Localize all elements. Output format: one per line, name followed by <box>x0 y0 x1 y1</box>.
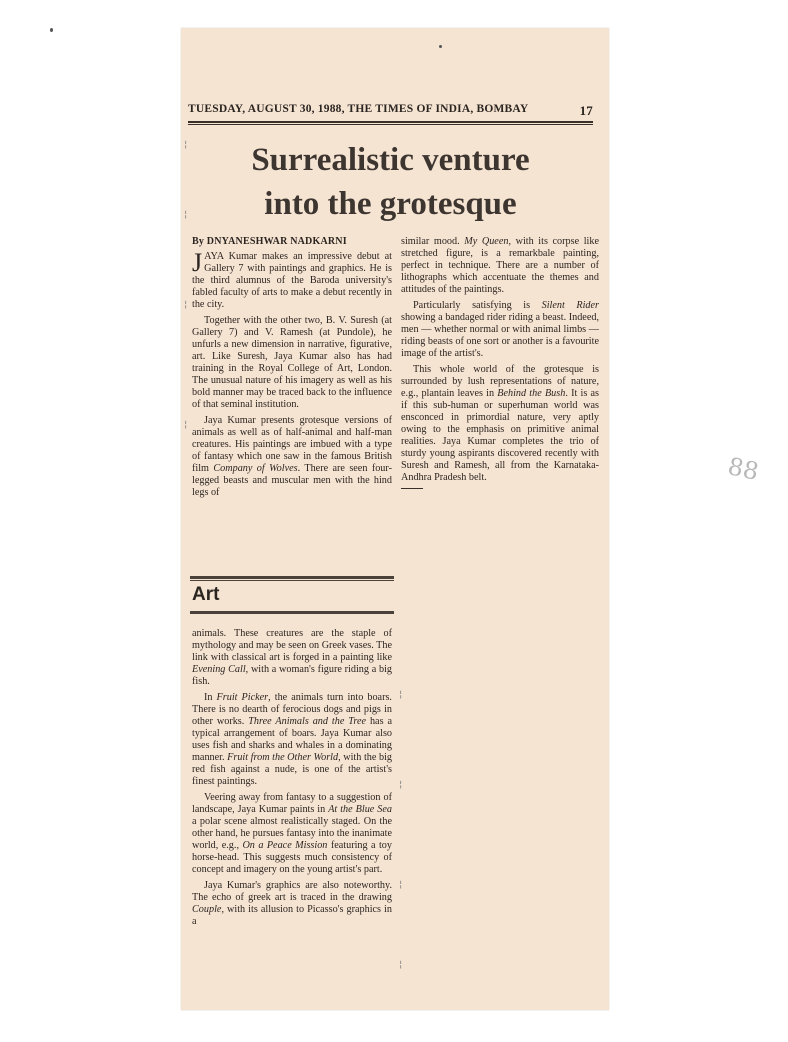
edge-mark: ¦ <box>183 140 189 150</box>
handwritten-annotation: 88 <box>725 452 762 486</box>
scan-speck <box>50 28 53 32</box>
section-label-box <box>190 576 394 614</box>
article-paragraph: Jaya Kumar's graphics are also noteworthy. The echo of greek art is traced in the drawing Couple, with its allusion to Picasso's graphics in a <box>192 880 392 927</box>
masthead-dateline: TUESDAY, AUGUST 30, 1988, THE TIMES OF INDIA, BOMBAY <box>188 103 529 115</box>
scan-speck <box>439 45 442 48</box>
headline-line-1: Surrealistic venture <box>251 142 530 178</box>
article-paragraph: Veering away from fantasy to a suggestion of landscape, Jaya Kumar paints in At the Blue Sea a polar scene almost realistically staged. On the other hand, he pursues fantasy into the inanimate world, e.g., On a Peace Mission featuring a toy horse-head. This suggests much consistency of concept and imagery on the young artist's part. <box>192 792 392 875</box>
article-paragraph: Particularly satisfying is Silent Rider showing a bandaged rider riding a beast. Indeed, men — whether normal or with animal limbs — riding beasts of one sort or another is a favourite image of the artist's. <box>401 300 599 359</box>
headline <box>188 138 593 226</box>
divider <box>190 611 394 614</box>
article-end-mark <box>401 488 423 489</box>
article-paragraph: animals. These creatures are the staple of mythology and may be seen on Greek vases. The link with classical art is forged in a painting like Evening Call, with a woman's figure riding a big fish. <box>192 628 392 687</box>
edge-mark: ¦ <box>398 690 404 700</box>
article-column-left-bottom <box>192 628 392 932</box>
article-paragraph: This whole world of the grotesque is surrounded by lush representations of nature, e.g., plantain leaves in Behind the Bush. It is as if this sub-human or superhuman world was ensconced in primordial nature, very aptly owing to the emphasis on primitive animal realities. Jaya Kumar completes the trio of sturdy young aspirants discovered recently with Suresh and Ramesh, all from the Karnataka-Andhra Pradesh belt. <box>401 364 599 483</box>
article-column-right <box>401 236 599 489</box>
drop-cap: J <box>192 248 203 277</box>
section-label: Art <box>192 584 220 605</box>
byline: By DNYANESHWAR NADKARNI <box>192 236 347 247</box>
divider <box>190 576 394 579</box>
article-paragraph: similar mood. My Queen, with its corpse like stretched figure, is a remarkbale painting, perfect in technique. There are a number of lithographs which accentuate the themes and attitudes of the paintings. <box>401 236 599 295</box>
edge-mark: ¦ <box>183 300 189 310</box>
article-paragraph: Jaya Kumar presents grotesque versions of animals as well as of half-animal and half-man creatures. His paintings are imbued with a type of fantasy which one saw in the famous British film Company of Wolves. There are seen four-legged beasts and muscular men with the hind legs of <box>192 415 392 498</box>
masthead-rule <box>188 124 593 125</box>
article-paragraph: In Fruit Picker, the animals turn into boars. There is no dearth of ferocious dogs and pigs in other works. Three Animals and the Tree has a typical arrangement of boars. Jaya Kumar also uses fish and sharks and whales in a dominating manner. Fruit from the Other World, with the big red fish against a nude, is one of the artist's finest paintings. <box>192 692 393 787</box>
edge-mark: ¦ <box>398 880 404 890</box>
article-paragraph: JAYA Kumar makes an impressive debut at Gallery 7 with paintings and graphics. He is the third alumnus of the Baroda university's fabled faculty of arts to make a debut recently in the city. <box>192 248 392 310</box>
article-paragraph: Together with the other two, B. V. Suresh (at Gallery 7) and V. Ramesh (at Pundole), he unfurls a new dimension in narrative, figurative, art. Like Suresh, Jaya Kumar also has had training in the Royal College of Art, London. The unusual nature of his imagery as well as his bold manner may be traced back to the influence of that seminal institution. <box>192 315 392 410</box>
headline-line-2: into the grotesque <box>264 186 517 222</box>
page-number: 17 <box>579 103 593 118</box>
masthead <box>188 103 593 123</box>
edge-mark: ¦ <box>183 210 189 220</box>
article-column-left-top <box>192 236 392 503</box>
edge-mark: ¦ <box>398 960 404 970</box>
edge-mark: ¦ <box>398 780 404 790</box>
edge-mark: ¦ <box>183 420 189 430</box>
